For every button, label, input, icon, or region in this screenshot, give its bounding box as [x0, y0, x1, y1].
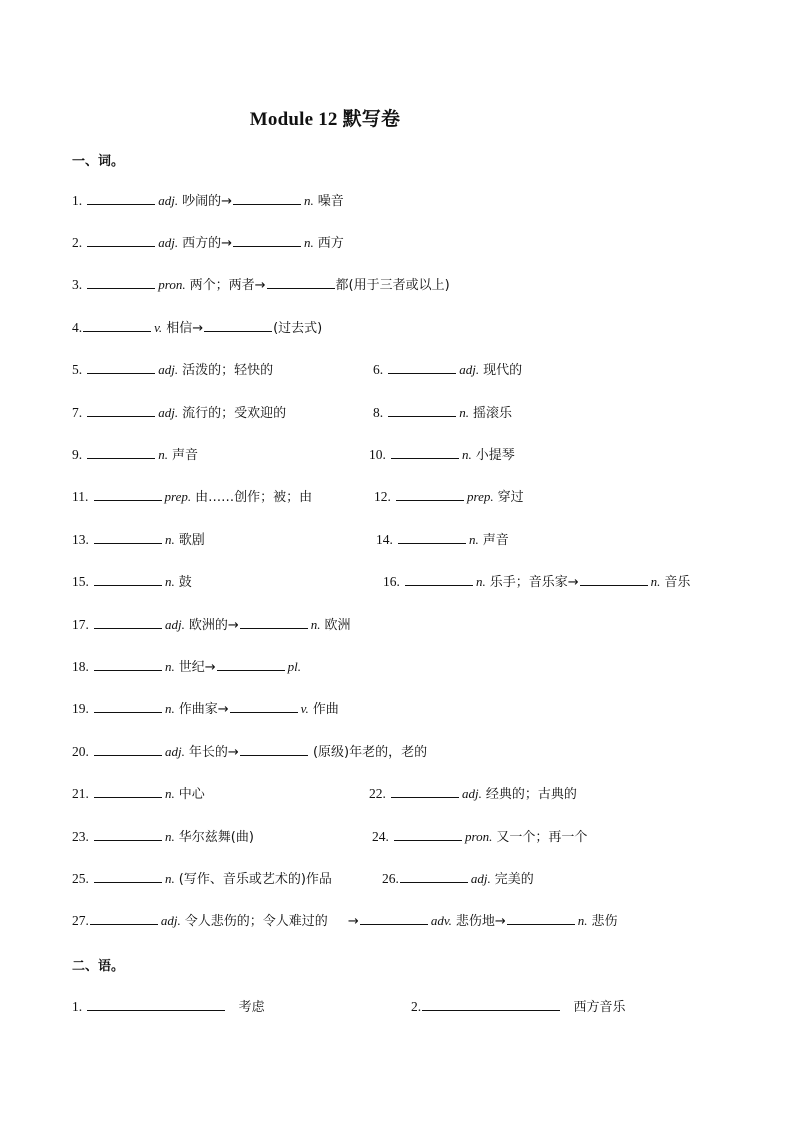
word-item-12 [374, 487, 524, 508]
answer-blank[interactable] [87, 998, 225, 1011]
word-item-3 [72, 275, 450, 296]
chinese-meaning: 西方音乐 [573, 1000, 626, 1015]
answer-blank[interactable] [360, 912, 428, 925]
word-item-8 [373, 403, 512, 424]
answer-blank[interactable] [388, 361, 456, 374]
part-of-speech: n. [650, 574, 661, 589]
answer-blank[interactable] [388, 404, 456, 417]
item-number: 5. [72, 362, 83, 377]
section-heading-words: 一、词。 [72, 154, 125, 169]
chinese-meaning: 又一个；再一个 [496, 830, 588, 845]
word-item-17 [72, 615, 351, 636]
word-item-18 [72, 657, 305, 678]
answer-blank[interactable] [94, 828, 162, 841]
phrase-item-2 [411, 997, 626, 1018]
chinese-meaning: (原级)年老的，老的 [312, 745, 428, 760]
part-of-speech: v. [300, 701, 309, 716]
part-of-speech: pron. [465, 829, 493, 844]
item-number: 23. [72, 829, 89, 844]
phrase-item-1 [72, 997, 265, 1018]
word-item-9 [72, 445, 198, 466]
part-of-speech: n. [165, 871, 175, 886]
item-number: 3. [72, 277, 83, 292]
word-item-25 [72, 869, 332, 890]
answer-blank[interactable] [240, 616, 308, 629]
item-number: 6. [373, 362, 384, 377]
item-number: 8. [373, 405, 384, 420]
part-of-speech: n. [165, 659, 175, 674]
chinese-meaning: 穿过 [497, 490, 524, 505]
item-number: 26. [382, 871, 399, 886]
answer-blank[interactable] [394, 828, 462, 841]
part-of-speech: adj. [158, 362, 179, 377]
chinese-meaning: 摇滚乐 [473, 406, 513, 421]
answer-blank[interactable] [94, 531, 162, 544]
part-of-speech: n. [165, 701, 175, 716]
chinese-meaning: 完美的 [494, 872, 534, 887]
answer-blank[interactable] [94, 700, 162, 713]
answer-blank[interactable] [83, 319, 151, 332]
chinese-meaning: 活泼的；轻快的 [182, 363, 274, 378]
answer-blank[interactable] [94, 573, 162, 586]
answer-blank[interactable] [87, 192, 155, 205]
chinese-meaning: 悲伤 [591, 914, 618, 929]
part-of-speech: adj. [165, 617, 185, 632]
answer-blank[interactable] [87, 404, 155, 417]
part-of-speech: n. [165, 829, 175, 844]
part-of-speech: n. [469, 532, 479, 547]
item-number: 18. [72, 659, 89, 674]
chinese-meaning: 中心 [178, 787, 205, 802]
arrow-symbol: → [347, 914, 359, 929]
item-number: 19. [72, 701, 89, 716]
item-number: 22. [369, 786, 386, 801]
answer-blank[interactable] [94, 743, 162, 756]
answer-blank[interactable] [87, 276, 155, 289]
item-number: 27. [72, 913, 89, 928]
part-of-speech: adj. [158, 193, 179, 208]
word-item-6 [373, 360, 522, 381]
part-of-speech: n. [304, 193, 314, 208]
chinese-meaning: 欧洲的→ [188, 618, 239, 633]
part-of-speech: adj. [160, 913, 181, 928]
answer-blank[interactable] [391, 785, 459, 798]
word-item-14 [376, 530, 509, 551]
answer-blank[interactable] [405, 573, 473, 586]
part-of-speech: adv. [430, 913, 452, 928]
answer-blank[interactable] [240, 743, 308, 756]
item-number: 1. [72, 193, 83, 208]
chinese-meaning: 声音 [172, 448, 199, 463]
answer-blank[interactable] [396, 488, 464, 501]
item-number: 13. [72, 532, 89, 547]
answer-blank[interactable] [87, 234, 155, 247]
part-of-speech: n. [158, 447, 169, 462]
item-number: 24. [372, 829, 389, 844]
part-of-speech: n. [476, 574, 486, 589]
answer-blank[interactable] [87, 361, 155, 374]
answer-blank[interactable] [94, 870, 162, 883]
part-of-speech: n. [577, 913, 588, 928]
answer-blank[interactable] [507, 912, 575, 925]
chinese-meaning: 年长的→ [188, 745, 239, 760]
word-item-21 [72, 784, 205, 805]
part-of-speech: n. [165, 532, 175, 547]
chinese-meaning: 作曲 [312, 702, 339, 717]
chinese-meaning: 欧洲 [324, 618, 351, 633]
word-item-15 [72, 572, 192, 593]
part-of-speech: adj. [470, 871, 491, 886]
item-number: 2. [72, 235, 83, 250]
word-item-2 [72, 233, 344, 254]
word-item-27 [72, 911, 618, 932]
part-of-speech: adj. [459, 362, 480, 377]
part-of-speech: v. [154, 320, 163, 335]
part-of-speech: pl. [287, 659, 302, 674]
chinese-meaning: 相信→ [166, 321, 204, 336]
item-number: 4. [72, 320, 83, 335]
word-item-4 [72, 318, 322, 339]
section-heading-phrases: 二、语。 [72, 959, 125, 974]
chinese-meaning: 声音 [482, 533, 509, 548]
part-of-speech: n. [304, 235, 314, 250]
chinese-meaning: 西方的→ [182, 236, 233, 251]
part-of-speech: adj. [462, 786, 482, 801]
word-item-20 [72, 742, 427, 763]
page-title: Module 12 默写卷 [249, 109, 401, 130]
item-number: 25. [72, 871, 89, 886]
word-item-1 [72, 191, 344, 212]
part-of-speech: prep. [467, 489, 494, 504]
item-number: 21. [72, 786, 89, 801]
item-number: 17. [72, 617, 89, 632]
item-number: 11. [72, 489, 89, 504]
chinese-meaning: 鼓 [178, 575, 192, 590]
part-of-speech: n. [462, 447, 472, 462]
part-of-speech: n. [165, 574, 175, 589]
chinese-meaning: 华尔兹舞(曲) [178, 830, 254, 845]
word-item-10 [369, 445, 515, 466]
chinese-meaning: 小提琴 [475, 448, 515, 463]
word-item-11 [72, 487, 312, 508]
item-number: 9. [72, 447, 83, 462]
chinese-meaning: 歌剧 [178, 533, 205, 548]
chinese-meaning: 两个；两者→ [189, 278, 266, 293]
item-number: 10. [369, 447, 386, 462]
part-of-speech: adj. [158, 405, 179, 420]
part-of-speech: prep. [164, 489, 192, 504]
word-item-26 [382, 869, 534, 890]
answer-blank[interactable] [90, 912, 158, 925]
word-item-19 [72, 699, 339, 720]
part-of-speech: adj. [165, 744, 185, 759]
answer-blank[interactable] [398, 531, 466, 544]
word-item-22 [369, 784, 577, 805]
answer-blank[interactable] [233, 192, 301, 205]
item-number: 15. [72, 574, 89, 589]
answer-blank[interactable] [233, 234, 301, 247]
chinese-meaning: 由……创作；被；由 [195, 490, 313, 505]
chinese-meaning: 悲伤地→ [455, 914, 506, 929]
item-number: 20. [72, 744, 89, 759]
answer-blank[interactable] [267, 276, 335, 289]
word-item-13 [72, 530, 205, 551]
part-of-speech: n. [459, 405, 470, 420]
word-item-24 [372, 827, 587, 848]
chinese-meaning: 现代的 [483, 363, 523, 378]
answer-blank[interactable] [391, 446, 459, 459]
item-number: 14. [376, 532, 393, 547]
word-item-16 [383, 572, 690, 593]
chinese-meaning: 西方 [317, 236, 344, 251]
part-of-speech: n. [310, 617, 321, 632]
chinese-meaning: 都(用于三者或以上) [335, 278, 450, 293]
answer-blank[interactable] [94, 658, 162, 671]
item-number: 7. [72, 405, 83, 420]
chinese-meaning: 噪音 [317, 194, 344, 209]
chinese-meaning: 世纪→ [178, 660, 216, 675]
chinese-meaning: 考虑 [238, 1000, 265, 1015]
chinese-meaning: 乐手；音乐家→ [489, 575, 579, 590]
chinese-meaning: 经典的；古典的 [485, 787, 577, 802]
answer-blank[interactable] [580, 573, 648, 586]
answer-blank[interactable] [400, 870, 468, 883]
answer-blank[interactable] [217, 658, 285, 671]
part-of-speech: adj. [158, 235, 179, 250]
part-of-speech: pron. [158, 277, 186, 292]
answer-blank[interactable] [94, 785, 162, 798]
chinese-meaning: 流行的；受欢迎的 [182, 406, 287, 421]
answer-blank[interactable] [422, 998, 560, 1011]
answer-blank[interactable] [204, 319, 272, 332]
item-number: 1. [72, 999, 83, 1014]
item-number: 16. [383, 574, 400, 589]
answer-blank[interactable] [230, 700, 298, 713]
item-number: 12. [374, 489, 391, 504]
answer-blank[interactable] [94, 616, 162, 629]
item-number: 2. [411, 999, 422, 1014]
answer-blank[interactable] [94, 488, 162, 501]
chinese-meaning: (过去式) [273, 321, 323, 336]
chinese-meaning: 音乐 [664, 575, 691, 590]
chinese-meaning: 作曲家→ [178, 702, 229, 717]
chinese-meaning: (写作、音乐或艺术的)作品 [178, 872, 332, 887]
answer-blank[interactable] [87, 446, 155, 459]
part-of-speech: n. [165, 786, 175, 801]
chinese-meaning: 令人悲伤的；令人难过的 [184, 914, 328, 929]
word-item-7 [72, 403, 286, 424]
word-item-5 [72, 360, 273, 381]
chinese-meaning: 吵闹的→ [182, 194, 233, 209]
word-item-23 [72, 827, 254, 848]
